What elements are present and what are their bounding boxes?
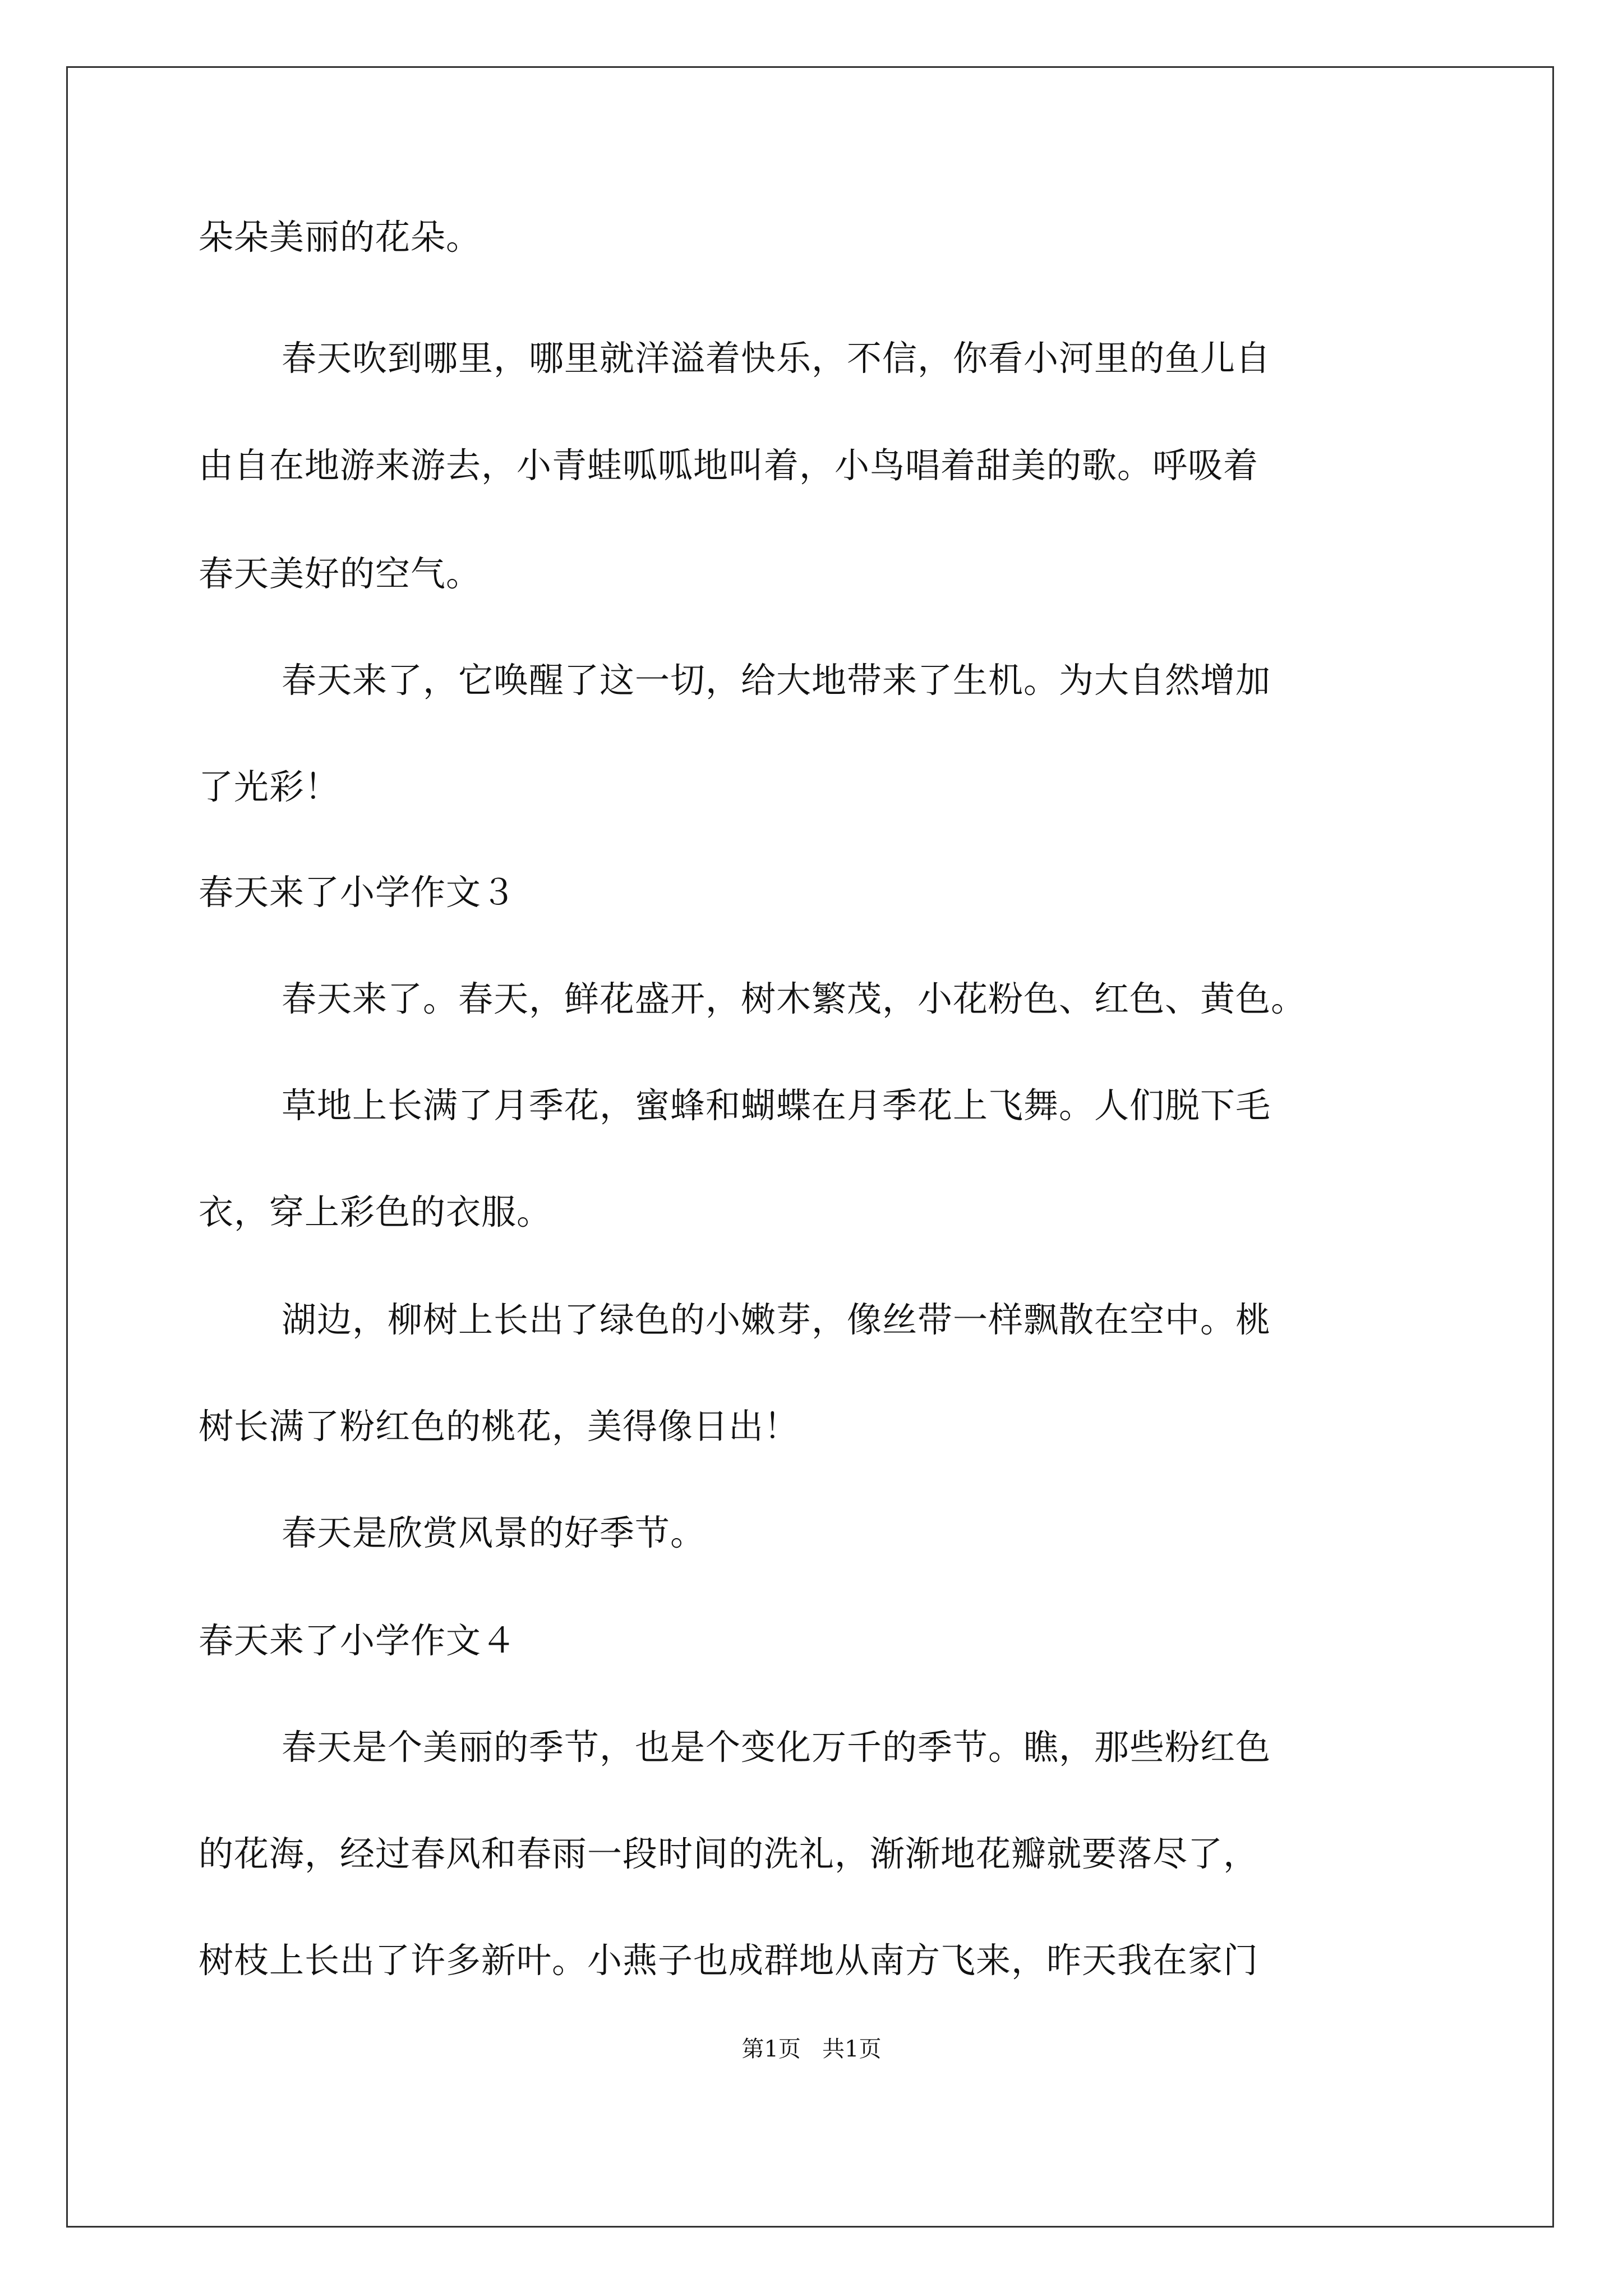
paragraph-first-line: 春天是欣赏风景的好季节。 [282, 1512, 706, 1553]
body-text-line: 朵朵美丽的花朵。 [199, 217, 482, 257]
body-text-line: 树枝上长出了许多新叶。小燕子也成群地从南方飞来，昨天我在家门 [199, 1940, 1259, 1981]
body-text-line: 树长满了粉红色的桃花，美得像日出！ [199, 1406, 800, 1447]
body-text-line: 了光彩！ [199, 766, 340, 807]
paragraph-first-line: 草地上长满了月季花，蜜蜂和蝴蝶在月季花上飞舞。人们脱下毛 [282, 1085, 1271, 1126]
paragraph-first-line: 春天来了。春天，鲜花盛开，树木繁茂，小花粉色、红色、黄色。 [282, 978, 1307, 1019]
body-text-line: 的花海，经过春风和春雨一段时间的洗礼，渐渐地花瓣就要落尽了， [199, 1833, 1259, 1874]
section-heading: 春天来了小学作文４ [199, 1620, 517, 1661]
paragraph-first-line: 春天吹到哪里，哪里就洋溢着快乐，不信，你看小河里的鱼儿自 [282, 338, 1271, 379]
paragraph-first-line: 湖边，柳树上长出了绿色的小嫩芽，像丝带一样飘散在空中。桃 [282, 1299, 1271, 1340]
page-border [66, 66, 1554, 2228]
section-heading: 春天来了小学作文３ [199, 872, 517, 913]
page-footer: 第1页 共1页 [741, 2036, 882, 2062]
body-text-line: 由自在地游来游去，小青蛙呱呱地叫着，小鸟唱着甜美的歌。呼吸着 [199, 445, 1259, 486]
body-text-line: 春天美好的空气。 [199, 553, 482, 594]
paragraph-first-line: 春天是个美丽的季节，也是个变化万千的季节。瞧，那些粉红色 [282, 1727, 1271, 1768]
paragraph-first-line: 春天来了，它唤醒了这一切，给大地带来了生机。为大自然增加 [282, 660, 1271, 701]
body-text-line: 衣，穿上彩色的衣服。 [199, 1191, 552, 1232]
